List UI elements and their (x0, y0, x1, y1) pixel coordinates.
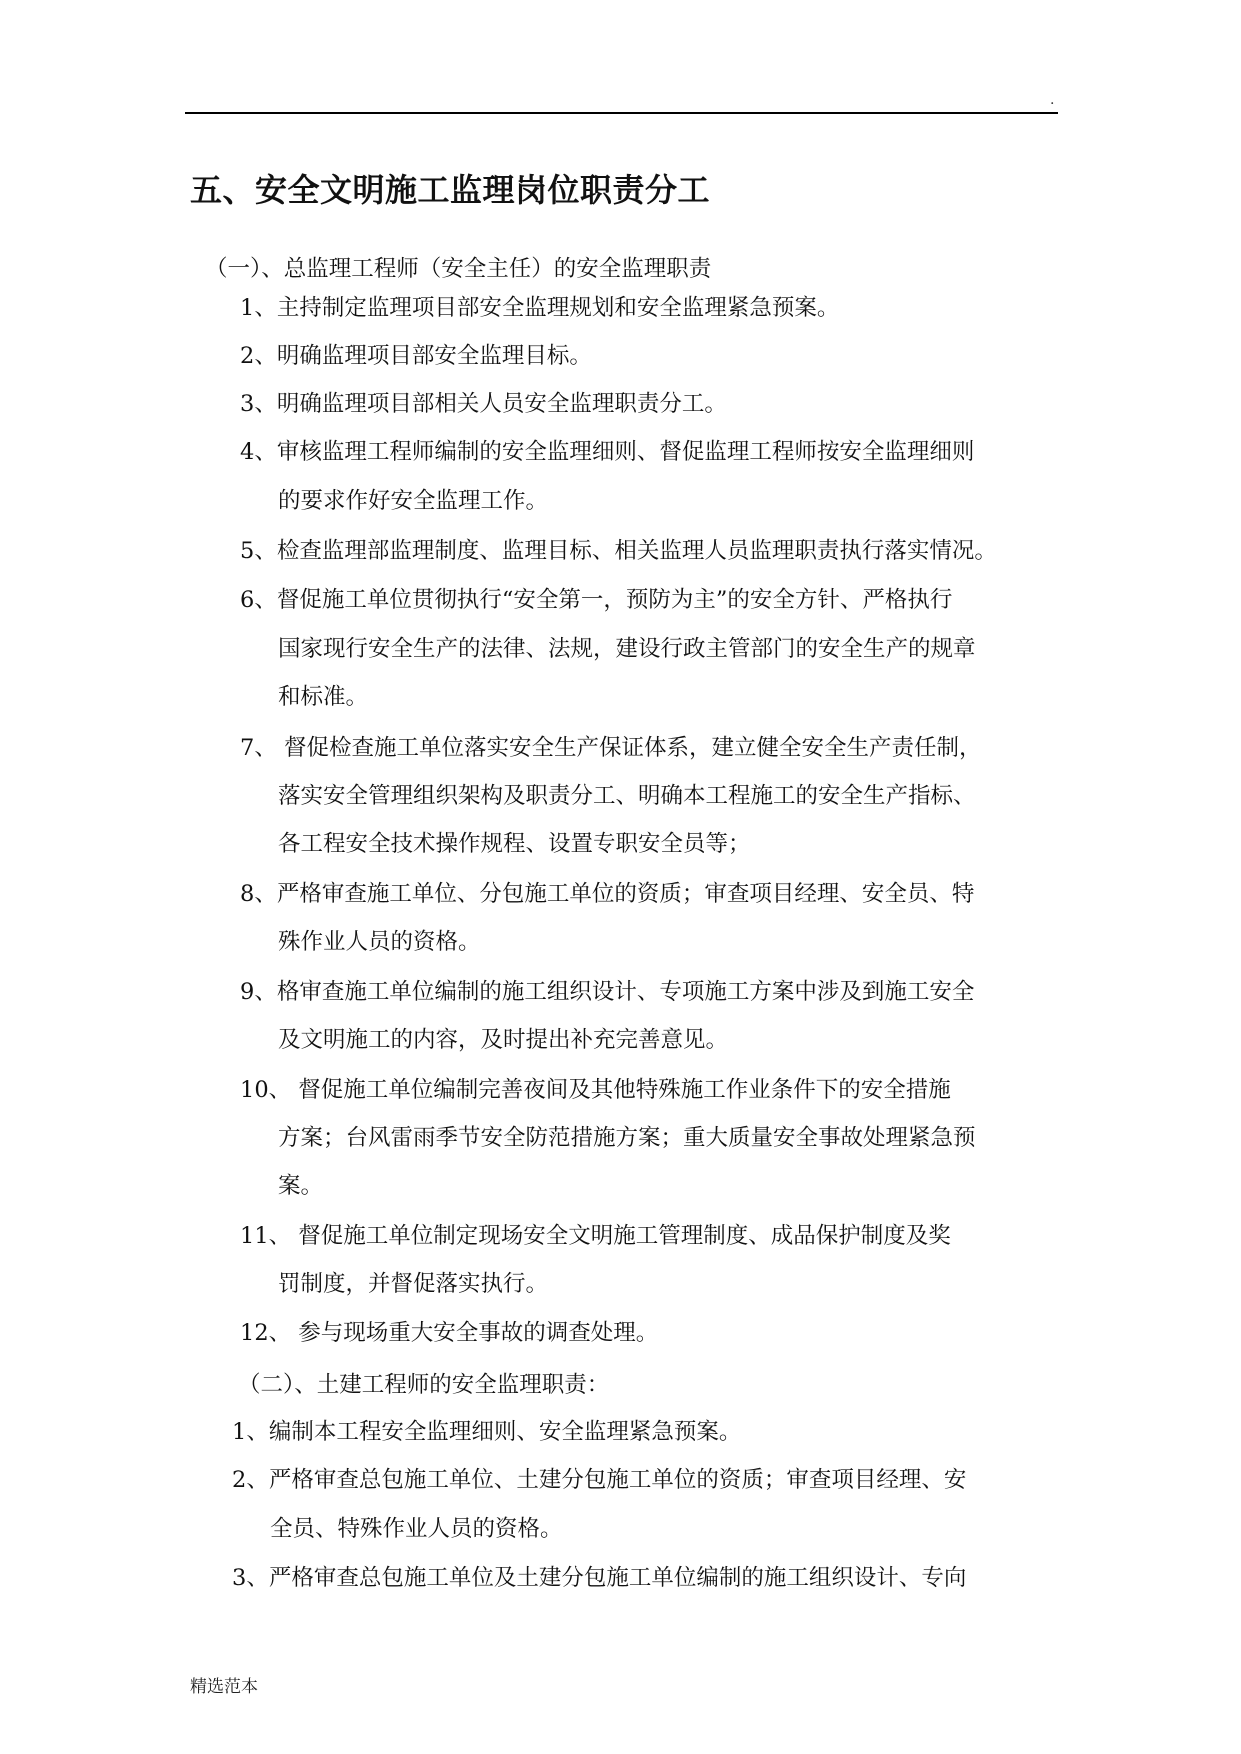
header-rule (185, 112, 1058, 114)
duty-item-9: 9、格审查施工单位编制的施工组织设计、专项施工方案中涉及到施工安全 (240, 979, 975, 1005)
duty-item-7-cont-1: 落实安全管理组织架构及职责分工、明确本工程施工的安全生产指标、 (278, 783, 976, 809)
duty-item-8-cont: 殊作业人员的资格。 (278, 929, 481, 955)
footer-label: 精选范本 (190, 1677, 258, 1697)
duty-item-9-cont: 及文明施工的内容，及时提出补充完善意见。 (278, 1027, 729, 1053)
duty-item-2-1: 1、编制本工程安全监理细则、安全监理紧急预案。 (232, 1419, 742, 1445)
duty-item-7: 7、 督促检查施工单位落实安全生产保证体系，建立健全安全生产责任制， (240, 735, 982, 761)
duty-item-6: 6、督促施工单位贯彻执行“安全第一，预防为主”的安全方针、严格执行 (240, 587, 953, 613)
duty-item-1: 1、主持制定监理项目部安全监理规划和安全监理紧急预案。 (240, 295, 840, 321)
header-mark: . (1050, 92, 1055, 108)
duty-item-11-cont: 罚制度，并督促落实执行。 (278, 1271, 549, 1297)
duty-item-12: 12、 参与现场重大安全事故的调查处理。 (240, 1320, 659, 1346)
duty-item-6-cont-2: 和标准。 (278, 684, 369, 710)
section-heading-1: （一）、总监理工程师（安全主任）的安全监理职责 (205, 256, 712, 282)
duty-item-2-2: 2、严格审查总包施工单位、土建分包施工单位的资质；审查项目经理、安 (232, 1467, 967, 1493)
duty-item-11: 11、 督促施工单位制定现场安全文明施工管理制度、成品保护制度及奖 (240, 1223, 951, 1249)
page-title: 五、安全文明施工监理岗位职责分工 (190, 171, 711, 209)
duty-item-5: 5、检查监理部监理制度、监理目标、相关监理人员监理职责执行落实情况。 (240, 538, 997, 564)
duty-item-4-cont: 的要求作好安全监理工作。 (278, 488, 549, 514)
duty-item-3: 3、明确监理项目部相关人员安全监理职责分工。 (240, 391, 727, 417)
duty-item-6-cont-1: 国家现行安全生产的法律、法规，建设行政主管部门的安全生产的规章 (278, 636, 976, 662)
duty-item-10: 10、 督促施工单位编制完善夜间及其他特殊施工作业条件下的安全措施 (240, 1077, 951, 1103)
duty-item-2-2-cont: 全员、特殊作业人员的资格。 (270, 1516, 563, 1542)
section-heading-2: （二）、土建工程师的安全监理职责： (238, 1372, 610, 1398)
duty-item-2-3: 3、严格审查总包施工单位及土建分包施工单位编制的施工组织设计、专向 (232, 1565, 967, 1591)
duty-item-4: 4、审核监理工程师编制的安全监理细则、督促监理工程师按安全监理细则 (240, 439, 975, 465)
duty-item-10-cont-2: 案。 (278, 1173, 324, 1199)
duty-item-7-cont-2: 各工程安全技术操作规程、设置专职安全员等； (278, 831, 751, 857)
duty-item-8: 8、严格审查施工单位、分包施工单位的资质；审查项目经理、安全员、特 (240, 881, 975, 907)
duty-item-10-cont-1: 方案；台风雷雨季节安全防范措施方案；重大质量安全事故处理紧急预 (278, 1125, 976, 1151)
duty-item-2: 2、明确监理项目部安全监理目标。 (240, 343, 592, 369)
